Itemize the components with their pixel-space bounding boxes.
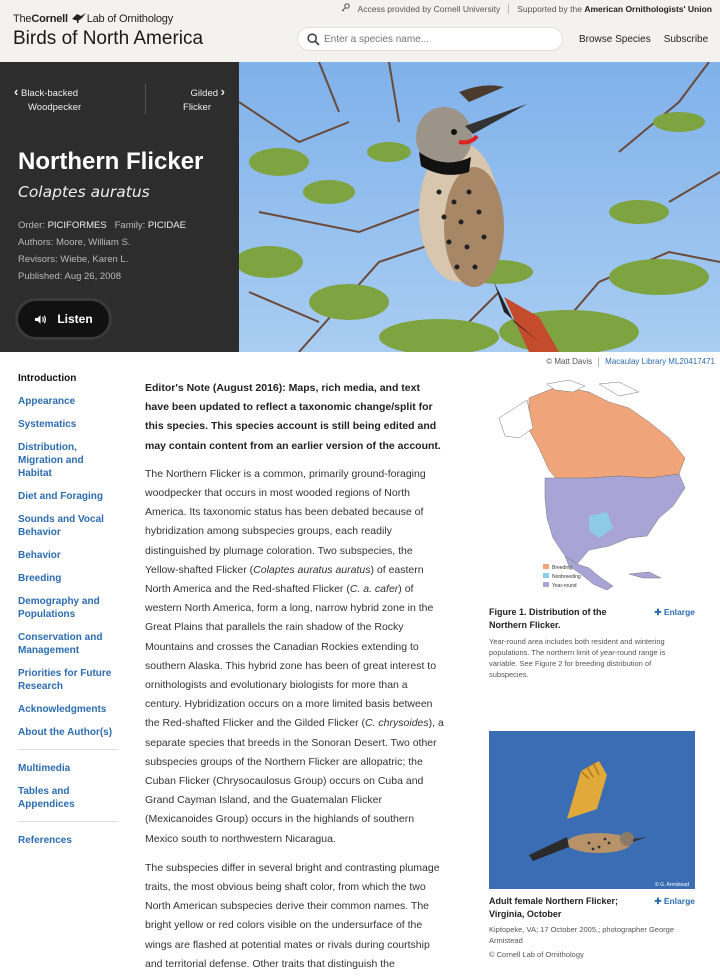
logo-rest: Lab of Ornithology bbox=[86, 13, 174, 25]
sidebar-item-conservation[interactable]: Conservation and Management bbox=[18, 632, 103, 656]
browse-species-link[interactable]: Browse Species bbox=[579, 34, 651, 45]
legend-nonbreeding-swatch bbox=[543, 573, 549, 578]
subscribe-link[interactable]: Subscribe bbox=[663, 34, 709, 45]
species-common-name: Northern Flicker bbox=[18, 148, 204, 175]
logo-cornell: Cornell bbox=[31, 13, 68, 25]
sidebar-item-priorities[interactable]: Priorities for Future Research bbox=[18, 668, 112, 692]
revisors-line: Revisors: Wiebe, Karen L. bbox=[18, 254, 129, 265]
key-icon bbox=[341, 3, 350, 14]
enlarge-figure-2-button[interactable] bbox=[654, 896, 695, 907]
listen-button[interactable] bbox=[18, 301, 109, 337]
account-sidebar-nav bbox=[18, 372, 118, 857]
chevron-left-icon: ‹ bbox=[14, 84, 19, 99]
access-bar bbox=[341, 3, 712, 14]
sidebar-item-breeding[interactable]: Breeding bbox=[18, 573, 62, 584]
legend-breeding-swatch bbox=[543, 564, 549, 569]
northern-flicker-photo bbox=[239, 62, 720, 352]
enlarge-figure-1-button[interactable] bbox=[654, 607, 695, 618]
editor-note: Editor's Note (August 2016): Maps, rich media, and text have been updated to reflect a taxonomic change/split for this species. This species account is still being edited and may contain content from an earlier version of the account. bbox=[145, 382, 441, 452]
species-scientific-name: Colaptes auratus bbox=[18, 183, 150, 201]
sidebar-item-systematics[interactable]: Systematics bbox=[18, 419, 77, 430]
sidebar-item-demography[interactable]: Demography and Populations bbox=[18, 596, 100, 620]
legend-yearround-swatch bbox=[543, 582, 549, 587]
species-meta bbox=[18, 217, 186, 285]
divider bbox=[508, 4, 509, 14]
speaker-icon bbox=[34, 314, 47, 325]
family-link[interactable]: PICIDAE bbox=[147, 220, 186, 231]
aou-link[interactable]: American Ornithologists' Union bbox=[584, 3, 712, 14]
figure-2-caption: Kiptopeke, VA; 17 October 2005,; photographer George Armistead bbox=[489, 925, 674, 945]
logo-prefix: The bbox=[13, 13, 32, 25]
flying-flicker-photo bbox=[489, 731, 695, 889]
plus-icon: ✚ bbox=[654, 896, 662, 906]
listen-label: Listen bbox=[57, 312, 93, 326]
supported-text: Supported by the American Ornithologists' Union bbox=[517, 3, 712, 14]
sidebar-item-about-authors[interactable]: About the Author(s) bbox=[18, 727, 113, 738]
prev-species-name-1: Black-backed bbox=[20, 88, 79, 99]
legend-yearround-label: Year-round bbox=[552, 583, 577, 589]
site-header bbox=[0, 0, 720, 62]
divider bbox=[18, 749, 118, 750]
next-species-name-1: Gilded bbox=[190, 88, 219, 99]
taxonomy-line: Order: PICIFORMES Family: PICIDAE bbox=[18, 220, 186, 231]
access-text: Access provided by Cornell University bbox=[357, 3, 501, 14]
intro-paragraph-1: The Northern Flicker is a common, primarily ground-foraging woodpecker that occurs in most wooded regions of North America. Its taxonomic status has been debated because of hybridization among subspecies groups, each readily distinguished by plumage coloration. Two subspecies, the Yellow-shafted Flicker (Colaptes auratus auratus) of eastern North America and the Red-shafted Flicker (C. a. cafer) of western North America, form a long, narrow hybrid zone in the Great Plains that parallels the rain shadow of the Rocky Mountains and crosses the Canadian Rockies extending to southern Alaska. This hybrid zone has been of great interest to ornithologists and evolutionary biologists for more than a century. Hybridization occurs on a more limited basis between the Red-shafted Flicker and the Gilded Flicker (C. chrysoides), a separate species that breeds in the Sonoran Desert. Two other subspecies groups of the Northern Flicker are allopatric; the Cuban Flicker (Chrysocaulosus Group) occurs on Cuba and Grand Cayman Island, and the Guatemalan Flicker (Mexicanoides Group) occurs in the highlands of southern Mexico south to northwestern Nicaragua. bbox=[145, 467, 444, 845]
sidebar-item-references[interactable]: References bbox=[18, 835, 72, 846]
species-hero-panel bbox=[0, 62, 239, 352]
photo-watermark: © G. Armistead bbox=[655, 882, 689, 888]
sidebar-item-appearance[interactable]: Appearance bbox=[18, 396, 76, 407]
sidebar-item-tables[interactable]: Tables and Appendices bbox=[18, 786, 75, 810]
macaulay-library-link[interactable]: Macaulay Library ML20417471 bbox=[605, 357, 715, 366]
intro-paragraph-2: The subspecies differ in several bright and contrasting plumage traits, the most obvious being shaft color, from which the two North American subspecies derive their common names. The bright yellow or red colors visible on the undersurface of the wings are flashed at potential mates or rivals during courtship and territorial defense. Other traits that distinguish the bbox=[145, 861, 440, 970]
sidebar-item-behavior[interactable]: Behavior bbox=[18, 550, 61, 561]
site-title[interactable]: Birds of North America bbox=[13, 28, 204, 49]
search-input[interactable] bbox=[324, 31, 554, 48]
article-body bbox=[145, 379, 445, 976]
sidebar-item-multimedia[interactable]: Multimedia bbox=[18, 763, 71, 774]
top-nav bbox=[579, 34, 708, 45]
divider bbox=[18, 821, 118, 822]
next-species-name-2: Flicker bbox=[183, 102, 211, 113]
divider bbox=[145, 84, 146, 114]
figure-1-title: Figure 1. Distribution of the Northern Flicker. bbox=[489, 607, 607, 630]
figure-2-title: Adult female Northern Flicker; Virginia, October bbox=[489, 896, 619, 919]
next-species-link[interactable] bbox=[183, 85, 225, 115]
lab-bird-icon bbox=[71, 12, 87, 23]
sidebar-item-diet[interactable]: Diet and Foraging bbox=[18, 491, 103, 502]
published-line: Published: Aug 26, 2008 bbox=[18, 271, 122, 282]
sidebar-item-sounds[interactable]: Sounds and Vocal Behavior bbox=[18, 514, 104, 538]
photo-credit bbox=[546, 357, 715, 367]
hero-photo bbox=[239, 62, 720, 352]
legend-nonbreeding-label: Nonbreeding bbox=[552, 574, 581, 580]
enlarge-label: Enlarge bbox=[663, 607, 695, 617]
photographer: © Matt Davis bbox=[546, 357, 593, 366]
search-icon bbox=[307, 33, 320, 46]
species-search[interactable] bbox=[297, 27, 563, 51]
divider bbox=[598, 357, 599, 367]
cornell-lab-logo[interactable] bbox=[13, 12, 173, 25]
prev-species-name-2: Woodpecker bbox=[28, 102, 82, 113]
legend-breeding-label: Breeding bbox=[552, 565, 573, 571]
previous-species-link[interactable] bbox=[14, 85, 81, 115]
sidebar-item-acknowledgments[interactable]: Acknowledgments bbox=[18, 704, 107, 715]
figure-1-caption: Year-round area includes both resident and wintering populations. The northern limit of year-round range is variable. See Figure 2 for breeding distribution of subspecies. bbox=[489, 637, 666, 679]
sidebar-item-introduction[interactable]: Introduction bbox=[18, 373, 77, 384]
sidebar-item-distribution[interactable]: Distribution, Migration and Habitat bbox=[18, 442, 84, 479]
figure-range-map bbox=[489, 378, 697, 679]
range-map-image[interactable] bbox=[489, 378, 695, 600]
flight-photo-image[interactable] bbox=[489, 731, 695, 889]
figure-flight-photo bbox=[489, 731, 697, 959]
order-link[interactable]: PICIFORMES bbox=[47, 220, 107, 231]
enlarge-label: Enlarge bbox=[663, 896, 695, 906]
authors-line: Authors: Moore, William S. bbox=[18, 237, 131, 248]
chevron-right-icon: › bbox=[220, 84, 225, 99]
figure-2-copyright: © Cornell Lab of Ornithology bbox=[489, 950, 584, 959]
plus-icon: ✚ bbox=[654, 607, 662, 617]
